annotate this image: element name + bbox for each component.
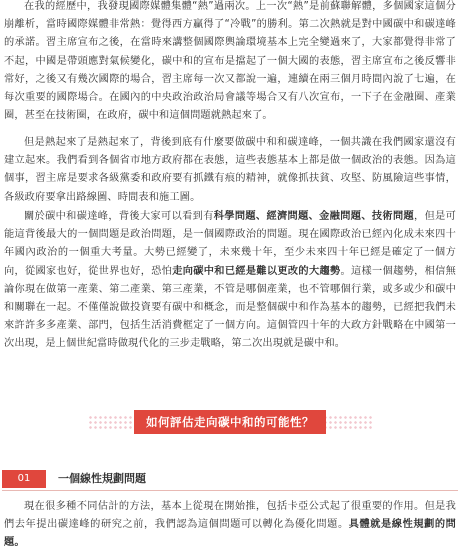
section-divider <box>2 490 458 491</box>
section-heading <box>2 470 458 492</box>
article-paragraph-2: 但是熱起來了是熱起來了，背後到底有什麼要做碳中和和碳達峰，一個共識在我們國家還沒有建立起來。我們看到各個省市地方政府都在表態，這些表態基本上都是做一個政治的表態。因為這個事，習主席是要求各級黨委和政府要有抓鐵有痕的精神，就像抓扶貧、攻堅、防風險這些事情，各級政府要拿出路線圖、時間表和施工圖。 <box>4 137 456 203</box>
paragraph-3-bold-1: 科學問題、經濟問題、金融問題、技術問題 <box>213 211 415 222</box>
article-paragraph-4 <box>4 498 456 553</box>
article-paragraph-3 <box>4 208 456 354</box>
article-paragraph-1: 在我的經歷中，我發現國際媒體集體“熱”過兩次。上一次“熱”是前蘇聯解體，多個國家這個分崩離析，當時國際媒體非常熱：覺得西方贏得了“冷戰”的勝利。第二次熱就是對中國碳中和碳達峰的承諾。習主席宣布之後，在當時來講整個國際輿論環境基本上完全變過來了，大家都覺得非常了不起，中國是帶頭應對氣候變化，碳中和的宣布是擋起了一個大國的表態，習主席宣布之後反響非常好，之後又有幾次國際的場合，習主席每一次又都說一遍，連續在兩三個月時間內說了七遍，在每次重要的國際場合。在國內的中央政治政治局會議等場合又有八次宣布，一下子在金融圈、產業圈，甚至在技術圈，在政府，碳中和這個問題就熱起來了。 <box>4 1 456 122</box>
section-title: 一個線性規劃問題 <box>58 472 146 485</box>
banner-title: 如何評估走向碳中和的可能性？ <box>134 410 326 434</box>
paragraph-4-bold: 具體就是線性規劃的問題。 <box>4 519 457 549</box>
section-banner <box>0 408 460 438</box>
section-number-badge: 01 <box>2 470 46 488</box>
paragraph-3-text-a: 關於碳中和碳達峰，背後大家可以看到有 <box>24 211 214 222</box>
paragraph-3-text-c: 。這樣一個趨勢，相信無論你現在做第一產業、第二產業、第三產業，不管是哪個產業，也不管哪個行業，或多或少和碳中和關聯在一起。不僅僅說做投資要有碳中和概念，而是整個碳中和作為基本的趨勢，已經把我們未來許許多多產業、部門，包括生活消費框定了一個方向。這個管四十年的大政方針戰略在中國第一次出現，是上個世紀當時做現代化的三步走戰略，第二次出現就是碳中和。 <box>4 265 456 350</box>
paragraph-3-bold-2: 走向碳中和已經是難以更改的大趨勢 <box>172 265 341 277</box>
dot-pattern-right <box>318 415 372 431</box>
paragraph-4-text: 現在很多種不同估計的方法，基本上從現在開始推，包括卡亞公式起了很重要的作用。但是我們去年提出碳達峰的研究之前，我們認為這個問題可以轉化為優化問題。 <box>4 501 456 531</box>
paragraph-3-text-b: ，但是可能這背後最大的一個問題是政治問題，是一個國際政治的問題。現在國際政治已經內化成未來四十年國內政治的一個重大考量。大勢已經變了，未來幾十年，至少未來四十年已經是確定了一個方向，從國家也好，從世界也好，恐怕 <box>4 211 456 277</box>
